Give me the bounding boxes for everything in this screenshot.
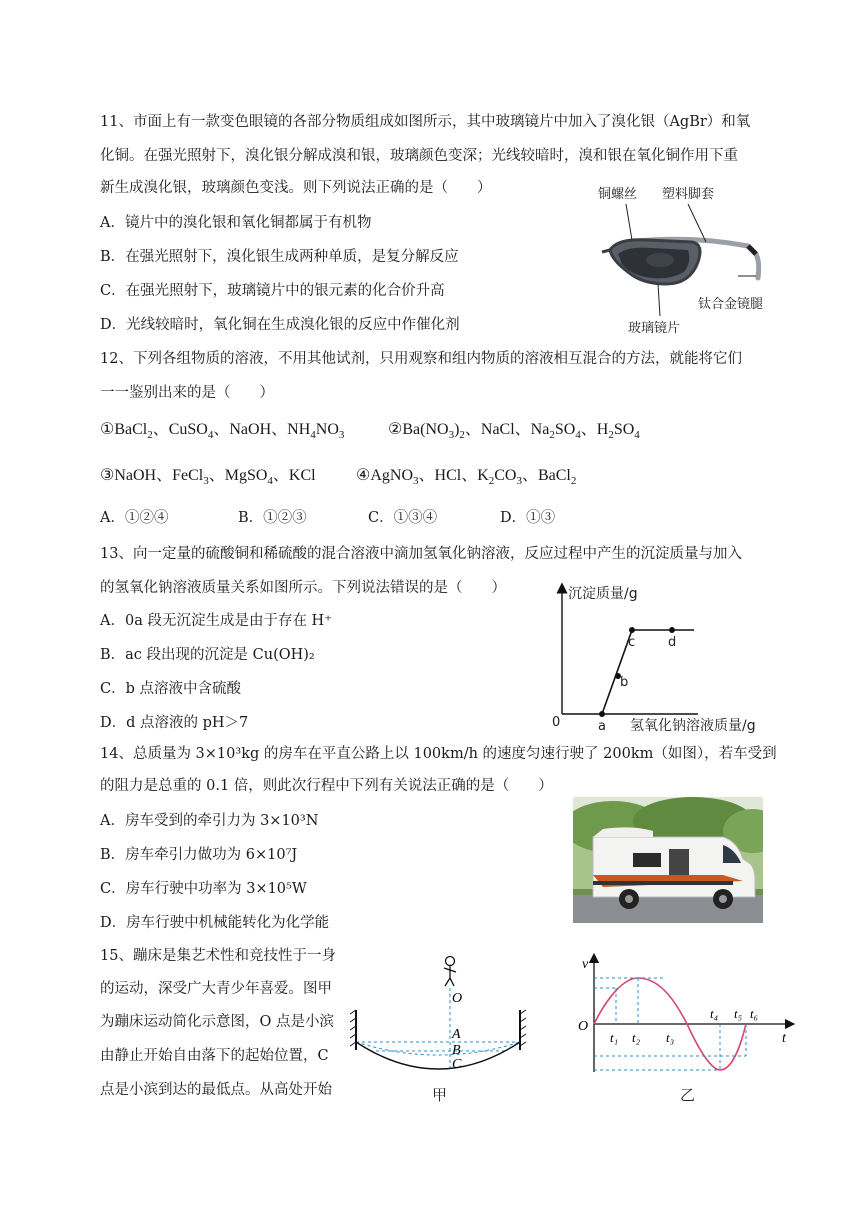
- q11-stem-line2: 化铜。在强光照射下，溴化银分解成溴和银，玻璃颜色变深；光线较暗时，溴和银在氧化铜作用下重: [100, 148, 738, 164]
- label-A: A: [452, 1027, 461, 1042]
- tick-t5: t₅: [734, 1006, 743, 1021]
- group-4-number: ④: [356, 467, 371, 484]
- q13-stem-line1: 13、向一定量的硫酸铜和稀硫酸的混合溶液中滴加氢氧化钠溶液，反应过程中产生的沉淀质量与加入: [100, 546, 742, 562]
- q12-group-3: ③NaOH、FeCl$_3$、MgSO$_4$、KCl: [100, 467, 316, 488]
- q11-option-b: B．在强光照射下，溴化银生成两种单质，是复分解反应: [100, 249, 459, 265]
- point-d: [669, 627, 675, 633]
- label-a: a: [598, 719, 606, 734]
- q13-option-b: B．ac 段出现的沉淀是 Cu(OH)₂: [100, 647, 315, 663]
- point-a: [599, 711, 605, 717]
- origin-label: 0: [552, 715, 561, 730]
- q11-option-c: C．在强光照射下，玻璃镜片中的银元素的化合价升高: [100, 283, 445, 299]
- rv-photo: [573, 797, 763, 923]
- q14-option-a: A．房车受到的牵引力为 3×10³N: [100, 813, 319, 829]
- caption-jia: 甲: [432, 1086, 448, 1104]
- q11-option-d: D．光线较暗时，氧化铜在生成溴化银的反应中作催化剂: [100, 317, 460, 333]
- group-3-number: ③: [100, 467, 115, 484]
- q11-option-a: A．镜片中的溴化银和氧化铜都属于有机物: [100, 215, 372, 231]
- q14-option-c: C．房车行驶中功率为 3×10⁵W: [100, 881, 307, 897]
- q15-stem-line4: 由静止开始自由落下的起始位置，C: [100, 1048, 329, 1064]
- q14-option-b: B．房车牵引力做功为 6×10⁷J: [100, 847, 298, 863]
- tick-t1: t₁: [610, 1030, 619, 1045]
- q13-option-a: A．0a 段无沉淀生成是由于存在 H⁺: [100, 613, 332, 629]
- q13-stem-line2: 的氢氧化钠溶液质量关系如图所示。下列说法错误的是（ ）: [100, 580, 506, 596]
- tick-t2: t₂: [632, 1030, 641, 1045]
- q15-stem-line2: 的运动，深受广大青少年喜爱。图甲: [100, 981, 332, 997]
- label-b: b: [620, 675, 629, 690]
- label-C: C: [452, 1057, 462, 1072]
- y-axis-label: 沉淀质量/g: [568, 586, 638, 602]
- v-axis-label: v: [582, 957, 589, 972]
- velocity-time-graph: [570, 952, 800, 1108]
- q14-option-d: D．房车行驶中机械能转化为化学能: [100, 915, 330, 931]
- q12-option-d: D．①③: [500, 510, 556, 526]
- label-B: B: [452, 1043, 461, 1058]
- label-d: d: [668, 635, 677, 650]
- q13-option-d: D．d 点溶液的 pH＞7: [100, 715, 249, 731]
- q11-stem-line1: 11、市面上有一款变色眼镜的各部分物质组成如图所示，其中玻璃镜片中加入了溴化银（AgBr）和氧: [100, 114, 751, 130]
- x-axis-label: 氢氧化钠溶液质量/g: [630, 718, 756, 734]
- q12-group-4: ④AgNO$_3$、HCl、$K_2CO_3$、BaCl$_2$: [356, 467, 577, 488]
- q12-option-a: A．①②④: [100, 510, 169, 526]
- label-copper-screw: 铜螺丝: [598, 187, 638, 202]
- q15-stem-line1: 15、蹦床是集艺术性和竞技性于一身: [100, 948, 336, 964]
- q15-stem-line5: 点是小滨到达的最低点。从高处开始: [100, 1082, 332, 1098]
- q13-option-c: C．b 点溶液中含硫酸: [100, 681, 241, 697]
- q14-stem-line2: 的阻力是总重的 0.1 倍，则此次行程中下列有关说法正确的是（ ）: [100, 778, 553, 794]
- origin-O: O: [578, 1019, 589, 1034]
- q11-stem-line3: 新生成溴化银，玻璃颜色变浅。则下列说法正确的是（ ）: [100, 180, 492, 196]
- trampoline-diagram: [348, 952, 538, 1108]
- label-plastic-pad: 塑料脚套: [662, 187, 715, 202]
- tick-t3: t₃: [666, 1030, 675, 1045]
- q12-group-2: $②Ba(NO_3)_2$、NaCl、$Na_2SO_4$、$H_2SO_4$: [388, 421, 640, 442]
- t-axis-label: t: [782, 1031, 786, 1046]
- label-c: c: [628, 635, 636, 650]
- q12-stem-line2: 一一鉴别出来的是（ ）: [100, 385, 274, 401]
- precipitate-graph: [548, 580, 778, 740]
- label-O: O: [452, 991, 463, 1006]
- q12-group-1: ①BaCl$_2$、CuSO$_4$、NaOH、$NH_4NO_3$: [100, 421, 345, 442]
- label-glass-lens: 玻璃镜片: [628, 321, 681, 336]
- label-titanium-leg: 钛合金镜腿: [698, 297, 764, 312]
- q12-option-b: B．①②③: [238, 510, 307, 526]
- q12-option-c: C．①③④: [368, 510, 438, 526]
- tick-t4: t₄: [710, 1006, 719, 1021]
- caption-yi: 乙: [680, 1086, 696, 1104]
- group-2-number: ②: [388, 421, 403, 438]
- point-c: [629, 627, 635, 633]
- q15-stem-line3: 为蹦床运动简化示意图，O 点是小滨: [100, 1014, 334, 1030]
- glasses-figure: [588, 180, 788, 340]
- q12-stem-line1: 12、下列各组物质的溶液，不用其他试剂，只用观察和组内物质的溶液相互混合的方法，就能将它们: [100, 351, 742, 367]
- group-1-number: ①: [100, 421, 115, 438]
- q14-stem-line1: 14、总质量为 3×10³kg 的房车在平直公路上以 100km/h 的速度匀速行驶了 200km（如图），若车受到: [100, 746, 777, 762]
- tick-t6: t₆: [750, 1006, 759, 1021]
